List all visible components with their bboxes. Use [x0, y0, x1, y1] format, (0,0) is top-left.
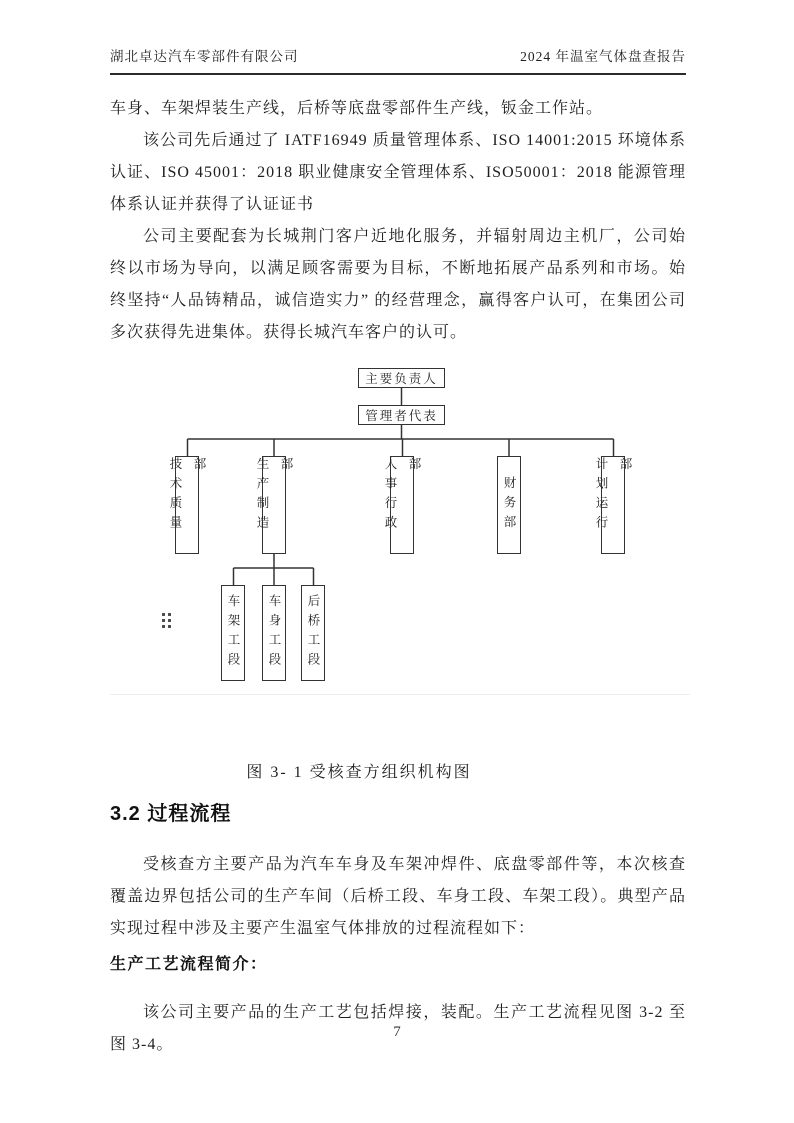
header-company-name: 湖北卓达汽车零部件有限公司	[110, 49, 299, 64]
body-paragraph-2: 该公司先后通过了 IATF16949 质量管理体系、ISO 14001:2015 环境体系认证、ISO 45001：2018 职业健康安全管理体系、ISO50001：2018 能源管理体系认证并获得了认证证书	[110, 132, 686, 213]
subsection-heading-process-intro: 生产工艺流程简介：	[110, 956, 268, 973]
org-box-section-body	[262, 585, 286, 681]
org-box-label: 财务部	[502, 475, 516, 535]
anchor-dots-icon	[162, 613, 171, 628]
org-box-label: 主要负责人	[365, 372, 438, 386]
page-header	[110, 0, 686, 75]
org-box-label: 管理者代表	[365, 409, 438, 423]
org-box-dept-production	[255, 456, 293, 554]
org-box-management-rep	[358, 405, 445, 425]
org-box-dept-hr-admin	[383, 456, 421, 554]
page-number: 7	[393, 1024, 401, 1040]
org-box-dept-finance	[497, 456, 521, 554]
section-paragraph-2: 该公司主要产品的生产工艺包括焊接，装配。生产工艺流程见图 3-2 至图 3-4。	[110, 1004, 686, 1053]
figure-caption: 图 3- 1 受核查方组织机构图	[246, 764, 472, 781]
org-box-dept-tech-quality	[168, 456, 206, 554]
org-box-section-frame	[221, 585, 245, 681]
org-box-label: 计划运行部	[594, 457, 632, 535]
org-box-label: 人事行政部	[383, 457, 421, 535]
figure-bottom-edge	[110, 694, 690, 695]
body-paragraph-3: 公司主要配套为长城荆门客户近地化服务，并辐射周边主机厂，公司始终以市场为导向，以满足顾客需要为目标，不断地拓展产品系列和市场。始终坚持“人品铸精品，诚信造实力” 的经营理念，赢得客户认可，在集团公司多次获得先进集体。获得长城汽车客户的认可。	[110, 228, 686, 341]
org-box-label: 技术质量部	[168, 457, 206, 535]
org-chart-figure	[0, 361, 794, 701]
org-box-label: 车身工段	[267, 594, 281, 672]
org-box-dept-planning	[594, 456, 632, 554]
org-box-label: 后桥工段	[306, 594, 320, 672]
org-box-section-rear-axle	[301, 585, 325, 681]
org-box-label: 车架工段	[226, 594, 240, 672]
org-box-label: 生产制造部	[255, 457, 293, 535]
body-paragraph-1: 车身、车架焊装生产线，后桥等底盘零部件生产线，钣金工作站。	[110, 100, 604, 117]
org-box-top-leader	[358, 368, 445, 388]
section-heading-3-2: 3.2 过程流程	[110, 803, 232, 825]
header-report-title: 2024 年温室气体盘查报告	[520, 49, 686, 64]
section-paragraph-1: 受核查方主要产品为汽车车身及车架冲焊件、底盘零部件等，本次核查覆盖边界包括公司的生产车间（后桥工段、车身工段、车架工段）。典型产品实现过程中涉及主要产生温室气体排放的过程流程如下：	[110, 856, 686, 937]
